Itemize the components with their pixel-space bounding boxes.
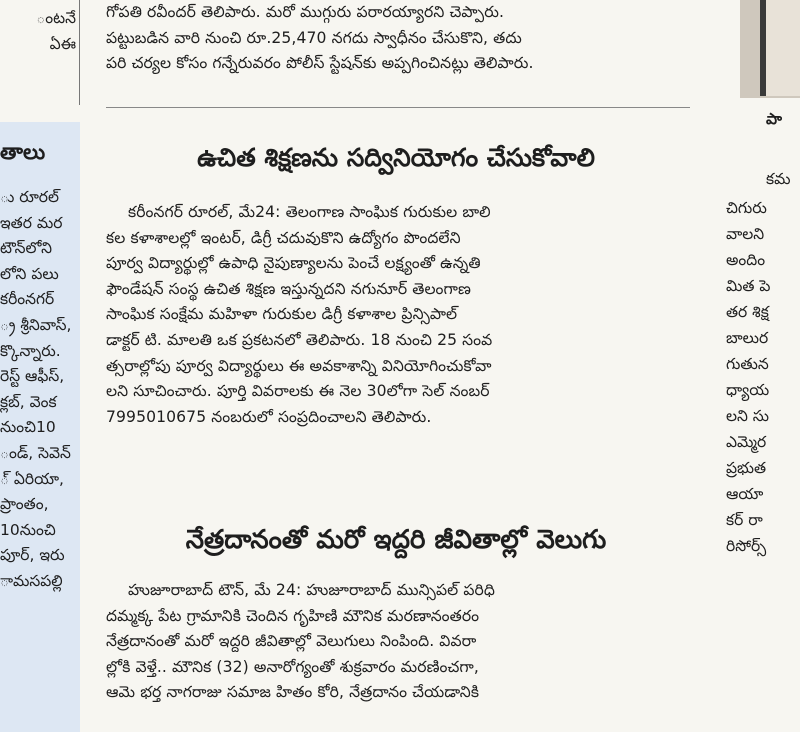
left-body-line: క్కొన్నారు. xyxy=(0,341,61,360)
left-article-body xyxy=(0,185,80,595)
right-column xyxy=(726,0,800,732)
article-2-line: ఆమె భర్త నాగరాజు సమాజ హితం కోరి, నేత్రదానం చేయడానికి xyxy=(106,683,480,702)
right-line: బాలుర xyxy=(726,329,769,347)
left-body-line: పూర్, ఇరు xyxy=(0,546,65,565)
article-1-line: త్సరాల్లోపు పూర్వ విద్యార్థులు ఈ అవకాశాన్ని వినియోగించుకోవా xyxy=(106,356,492,375)
article-1-line: పూర్వ విద్యార్థుల్లో ఉపాధి నైపుణ్యాలను పెంచే లక్ష్యంతో ఉన్నతి xyxy=(106,254,481,273)
top-article-line: పట్టుబడిన వారి నుంచి రూ.25,470 నగదు స్వాధీనం చేసుకొని, తదు xyxy=(106,28,522,47)
right-line: లని సు xyxy=(726,407,770,425)
left-article-headline: తాలు xyxy=(0,140,46,164)
left-top-line: ంటనే xyxy=(36,9,76,27)
top-article-body xyxy=(106,0,686,77)
left-body-line: ్ర శ్రీనివాస్, xyxy=(0,315,72,334)
article-2-line: దమ్మక్క పేట గ్రామానికి చెందిన గృహిణి మౌనిక మరణానంతరం xyxy=(106,606,480,625)
article-1-line: కల కళాశాలల్లో ఇంటర్, డిగ్రీ చదువుకొని ఉద్యోగం పొందలేని xyxy=(106,228,461,247)
column-divider xyxy=(79,0,80,105)
left-body-line: ామసపల్లి xyxy=(0,571,63,590)
left-body-line: ్ ఏరియా, xyxy=(0,469,64,488)
article-1-line: డాక్టర్ టి. మాలతి ఒక ప్రకటనలో తెలిపారు. 18 నుంచి 25 సంవ xyxy=(106,330,493,349)
photo-figure xyxy=(760,0,800,96)
article-1-line: ఫౌండేషన్ సంస్థ ఉచిత శిక్షణ ఇస్తున్నదని నగునూర్ తెలంగాణ xyxy=(106,279,471,298)
left-body-line: లోని పలు xyxy=(0,264,59,283)
top-article-line: గోపతి రవీందర్ తెలిపారు. మరో ముగ్గురు పరారయ్యారని చెప్పారు. xyxy=(106,3,505,21)
article-2-headline: నేత్రదానంతో మరో ఇద్దరి జీవితాల్లో వెలుగు xyxy=(185,525,607,555)
article-1-line: లని సూచించారు. పూర్తి వివరాలకు ఈ నెల 30లోగా సెల్ నంబర్ xyxy=(106,382,490,401)
right-line: ప్రభుత xyxy=(726,459,767,477)
photo-caption: పా xyxy=(766,110,782,128)
right-line: ఎమ్మెర xyxy=(726,433,767,451)
left-body-line: నుంచి10 xyxy=(0,418,56,437)
right-line: తర శిక్ష xyxy=(726,303,769,321)
left-body-line: ఇతర మర xyxy=(0,213,63,232)
right-line: వాలని xyxy=(726,225,765,243)
left-body-line: 10నుంచి xyxy=(0,520,56,539)
top-article-line: పరి చర్యల కోసం గన్నేరువరం పోలీస్ స్టేషన్‌కు అప్పగించినట్లు తెలిపారు. xyxy=(106,54,534,73)
article-1-headline: ఉచిత శిక్షణను సద్వినియోగం చేసుకోవాలి xyxy=(197,143,595,172)
right-line: మిత పె xyxy=(726,277,771,295)
right-line: అందిం xyxy=(726,251,766,269)
article-2-line: హుజూరాబాద్ టౌన్, మే 24: హుజూరాబాద్ మున్సిపల్ పరిధి xyxy=(128,581,495,599)
right-line: కమ xyxy=(766,170,791,188)
left-body-line: రెస్ట్ ఆఫీస్, xyxy=(0,367,65,386)
news-photo xyxy=(740,0,800,98)
right-line: చిగురు xyxy=(726,199,767,217)
right-line: ధ్యాయ xyxy=(726,381,770,399)
right-line: రిసోర్స్ xyxy=(726,537,767,555)
article-1-line: సాంఘిక సంక్షేమ మహిళా గురుకుల డిగ్రీ కళాశాల ప్రిన్సిపాల్ xyxy=(106,305,458,324)
article-1-line: 7995010675 నంబరులో సంప్రదించాలని తెలిపారు. xyxy=(106,407,432,426)
right-line: కర్ రా xyxy=(726,511,763,529)
right-line: ఆయా xyxy=(726,485,764,503)
left-body-line: ు రూరల్ xyxy=(0,188,59,206)
left-column xyxy=(0,0,80,732)
left-body-line: ప్రాంతం, xyxy=(0,495,49,514)
article-2-line: ల్లోకి వెళ్తే.. మౌనిక (32) అనారోగ్యంతో శుక్రవారం మరణించగా, xyxy=(106,657,479,676)
right-line: గుతున xyxy=(726,355,769,373)
article-1-line: కరీంనగర్ రూరల్, మే24: తెలంగాణ సాంఘిక గురుకుల బాలి xyxy=(128,203,491,221)
left-body-line: కరీంనగర్ xyxy=(0,290,55,309)
left-top-line: ఏఈ xyxy=(49,35,76,53)
article-2-body xyxy=(106,578,686,706)
left-body-line: క్లబ్, వెంక xyxy=(0,392,57,411)
left-body-line: ండ్, సెవెన్ xyxy=(0,443,71,462)
article-1-body xyxy=(106,200,686,430)
left-body-line: టౌన్‌లోని xyxy=(0,239,52,258)
article-2-line: నేత్రదానంతో మరో ఇద్దరి జీవితాల్లో వెలుగులు నింపింది. వివరా xyxy=(106,632,477,651)
section-divider xyxy=(106,107,690,108)
